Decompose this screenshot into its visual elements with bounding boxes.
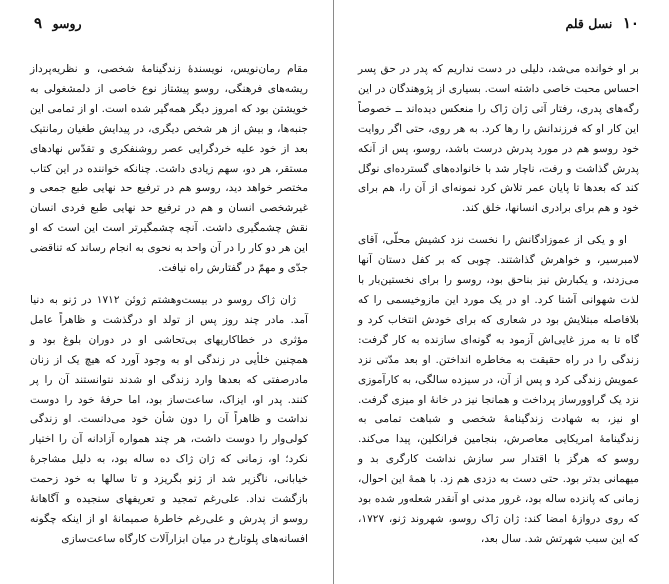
right-header-group [559, 14, 639, 32]
left-page [0, 0, 333, 584]
left-header-group [34, 14, 88, 32]
right-page [334, 0, 669, 584]
page-number: ۱۰ [622, 14, 639, 32]
right-page-body [358, 60, 639, 550]
right-page-header [368, 14, 639, 36]
running-title: نسل قلم [565, 16, 613, 31]
paragraph: او و یکی از عموزادگانش را نخست نزد کشیش محلّی، آقای لامبرسیر، و خواهرش گذاشتند. چوبی که بر کفل دستان آنها می‌زدند، و یکبارش نیز بناحق بود، روسو را برای نخستین‌بار با لذت شهوانی آشنا کرد. او در یک مورد این مازوخیسمی را که بلافاصله مبتلایش بود در شعاری که برای خودش انتخاب کرد و گاه تا به مرز غایی‌اش آزمود به گونه‌ای سازنده به کار گرفت: زندگی را در راه حقیقت به مخاطره انداختن. او بعد مدّتی نزد عمویش زندگی کرد و پس از آن، در سیزده سالگی، به کارآموزی نزد یک گراوورساز پرداخت و همانجا نیز در خانهٔ او میزی گرفت. او نیز، به شهادت زندگینامهٔ شخصی و شباهت تمامی به زندگینامهٔ امریکایی معاصرش، بنجامین فرانکلین، پیدا می‌کند. روسو که هرگز با اقتدار سر سازش نداشت کارگری بد و میهمانی بدتر بود. حتی دست به دزدی هم زد. با همهٔ این احوال، زمانی که پانزده ساله بود، غرور مدنی او آنقدر شعله‌ور شده بود که روی دروازهٔ امضا کند: ژان ژاک روسو، شهروند ژنو، ۱۷۲۷، که این سبب شهرتش شد. سال بعد، [358, 234, 639, 545]
left-page-header [34, 14, 301, 36]
paragraph: بر او خوانده می‌شد، دلیلی در دست نداریم که پدر در حق پسر احساس محبت خاصی داشته است. بسیاری از پژوهندگان در این رگه‌های پدری، رفتار آتی ژان ژاک را منعکس دیده‌اند ــ خصوصاً این کار او که فرزندانش را رها کرد. به هر روی، حتی اگر روایت خود روسو هم در مورد پدرش درست باشد، روسو، پس از آنکه پدرش گذاشت و رفت، ناچار شد با خانواده‌های گسترده‌ای نوگل کند که بعدها تا پایان عمر تلاش کرد نمونه‌ای از آن را، هم برای خود و هم برای برادری انسانها، خلق کند. [358, 63, 639, 215]
page-number: ۹ [34, 14, 43, 32]
running-title: روسو [52, 16, 82, 31]
paragraph: مقام رمان‌نویس، نویسندهٔ زندگینامهٔ شخصی، و نظریه‌پرداز ریشه‌های فرهنگی، روسو پیشتاز نوع خاصی از دلمشغولی به خویشتن بود که امروز دیگر همه‌گیر شده است. او از تمامی این جنبه‌ها، و بیش از هر شخص دیگری، در پیدایش طغیان رمانتیک بعد از خود علیه خردگرایی عصر روشنفکری و تقدّس نهادهای مستقر، هر دو، سهم زیادی داشت. چنانکه خواننده در این کتاب مختصر خواهد دید، روسو هم در ترفیع حد نهایی طبع جمعی و غیرشخصی انسان و هم در ترفیع حد نهایی طبع فردی انسان نقش چشمگیری داشت. آنچه چشمگیرتر است این است که او این هر دو کار را در آن واحد به نحوی به انجام رساند که تناقضی جدّی و مهمّ در گفتارش راه نیافت. [30, 63, 308, 275]
paragraph: ژان ژاک روسو در بیست‌وهشتم ژوئن ۱۷۱۲ در ژنو به دنیا آمد. مادر چند روز پس از تولد او درگذشت و ظاهراً عامل مؤثری در خطاکاریهای بی‌تحاشی او در دوران بلوغ بود و همچنین خلأیی در زندگی او به وجود آورد که هیچ یک از زنان مادرصفتی که بعدها وارد زندگی او شدند نتوانستند آن را پر کنند. پدر او، ایزاک، ساعت‌ساز بود، اما حرفهٔ خود را دوست نداشت و ظاهراً آن را دون شأن خود می‌دانست. او زندگی کولی‌وار را دوست داشت، هر چند همواره آزادانه آن را اختیار نکرد؛ او، زمانی که ژان ژاک ده ساله بود، به دلیل مشاجرهٔ خیابانی، ناگزیر شد از ژنو بگریزد و تا سالها به خود زحمت بازگشت نداد. علی‌رغم تمجید و تعریفهای سنجیده و آگاهانهٔ روسو از پدرش و علی‌رغم خاطرهٔ صمیمانهٔ او از اینکه چگونه افسانه‌های پلوتارخ در میان ابزارآلات کارگاه ساعت‌سازی [30, 293, 308, 545]
left-page-body [30, 60, 308, 550]
